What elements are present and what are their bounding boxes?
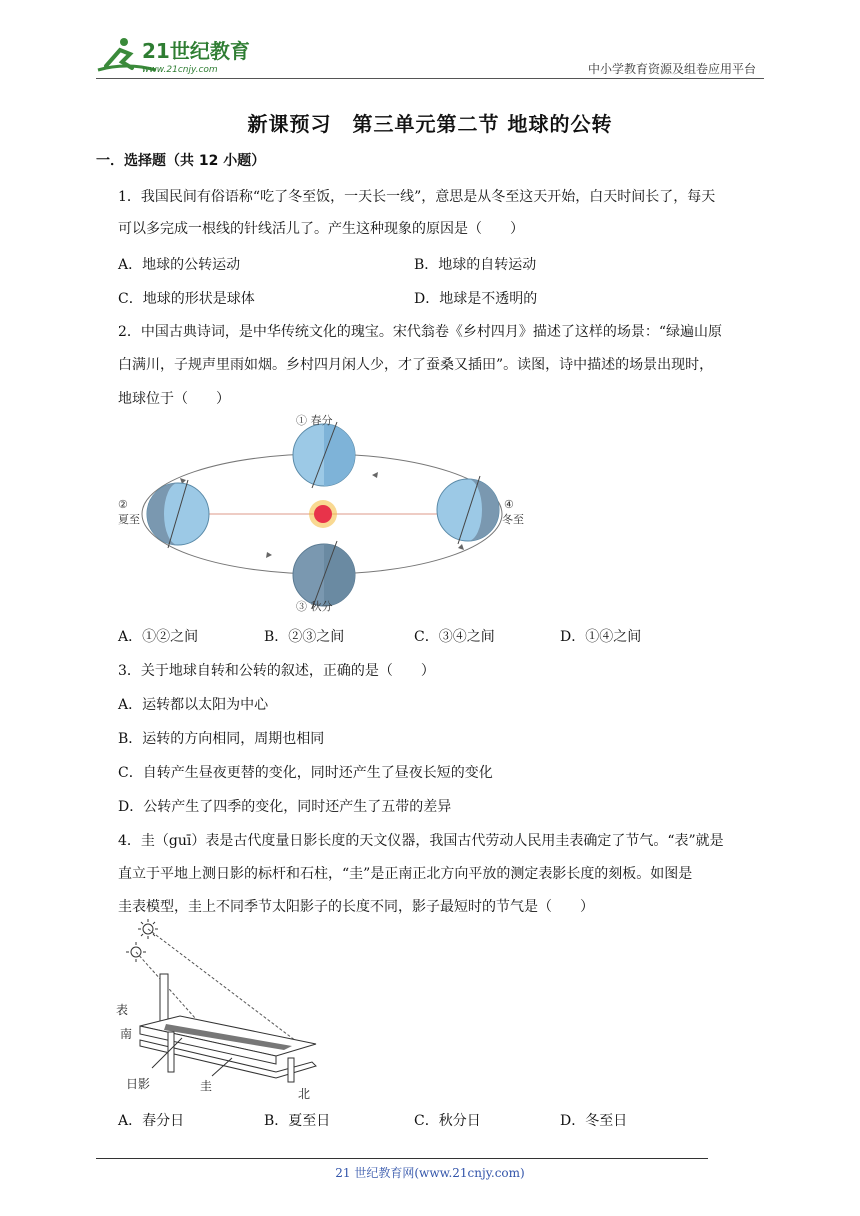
label-spring: ① 春分	[296, 414, 333, 427]
label-gui: 圭	[200, 1079, 213, 1093]
header-divider	[96, 78, 764, 79]
gnomon-figure	[112, 918, 322, 1101]
label-biao: 表	[116, 1003, 129, 1017]
label-nan: 南	[120, 1027, 133, 1041]
label-summer-num: ②	[118, 498, 128, 511]
q1-option-d[interactable]: D．地球是不透明的	[414, 291, 538, 307]
q1-option-a[interactable]: A．地球的公转运动	[118, 257, 241, 273]
earth-autumn-icon	[293, 541, 355, 609]
logo-title: 21世纪教育	[142, 39, 250, 63]
label-bei: 北	[298, 1087, 311, 1101]
label-autumn: ③ 秋分	[296, 600, 333, 613]
q4-line-1: 4．圭（guī）表是古代度量日影长度的天文仪器，我国古代劳动人民用圭表确定了节气。“表”就是	[118, 833, 724, 849]
q2-line-2: 白满川，子规声里雨如烟。乡村四月闲人少，才了蚕桑又插田”。读图，诗中描述的场景出现时，	[118, 357, 714, 373]
q2-option-d[interactable]: D．①④之间	[560, 629, 642, 645]
q2-line-1: 2．中国古典诗词，是中华传统文化的瑰宝。宋代翁卷《乡村四月》描述了这样的场景：“绿遍山原	[118, 324, 723, 340]
q3-line-1: 3．关于地球自转和公转的叙述，正确的是（ ）	[118, 663, 435, 679]
q2-option-a[interactable]: A．①②之间	[118, 629, 199, 645]
earth-orbit-figure	[112, 410, 532, 615]
q2-option-b[interactable]: B．②③之间	[264, 629, 345, 645]
q4-option-d[interactable]: D．冬至日	[560, 1113, 628, 1129]
platform-name: 中小学教育资源及组卷应用平台	[587, 62, 756, 76]
q4-option-b[interactable]: B．夏至日	[264, 1113, 331, 1129]
earth-spring-icon	[293, 422, 355, 488]
q4-line-2: 直立于平地上测日影的标杆和石柱，“圭”是正南正北方向平放的测定表影长度的刻板。如图是	[118, 866, 693, 882]
q4-line-3: 圭表模型，圭上不同季节太阳影子的长度不同，影子最短时的节气是（ ）	[118, 899, 594, 915]
footer-divider	[96, 1158, 708, 1159]
q1-line-1: 1．我国民间有俗语称“吃了冬至饭，一天长一线”，意思是从冬至这天开始，白天时间长了，每天	[118, 189, 716, 205]
q3-option-a[interactable]: A．运转都以太阳为中心	[118, 697, 269, 713]
page-title: 新课预习 第三单元第二节 地球的公转	[247, 112, 613, 136]
q4-option-c[interactable]: C．秋分日	[414, 1113, 481, 1129]
q1-line-2: 可以多完成一根线的针线活儿了。产生这种现象的原因是（ ）	[118, 221, 524, 237]
q4-option-a[interactable]: A．春分日	[118, 1113, 185, 1129]
sun-icon	[309, 500, 337, 528]
q1-option-c[interactable]: C．地球的形状是球体	[118, 291, 255, 307]
label-winter: 冬至	[502, 513, 524, 526]
logo-url: www.21cnjy.com	[142, 65, 218, 75]
section-heading: 一．选择题（共 12 小题）	[96, 153, 266, 169]
earth-winter-icon	[437, 476, 499, 544]
q1-option-b[interactable]: B．地球的自转运动	[414, 257, 537, 273]
q3-option-d[interactable]: D．公转产生了四季的变化，同时还产生了五带的差异	[118, 799, 452, 815]
label-winter-num: ④	[504, 498, 514, 511]
label-riying: 日影	[126, 1077, 151, 1091]
q3-option-c[interactable]: C．自转产生昼夜更替的变化，同时还产生了昼夜长短的变化	[118, 765, 493, 781]
q3-option-b[interactable]: B．运转的方向相同，周期也相同	[118, 731, 325, 747]
q2-option-c[interactable]: C．③④之间	[414, 629, 495, 645]
site-logo	[96, 32, 266, 78]
q2-line-3: 地球位于（ ）	[118, 391, 230, 407]
label-summer: 夏至	[118, 513, 140, 526]
footer-text[interactable]: 21 世纪教育网(www.21cnjy.com)	[335, 1166, 525, 1180]
